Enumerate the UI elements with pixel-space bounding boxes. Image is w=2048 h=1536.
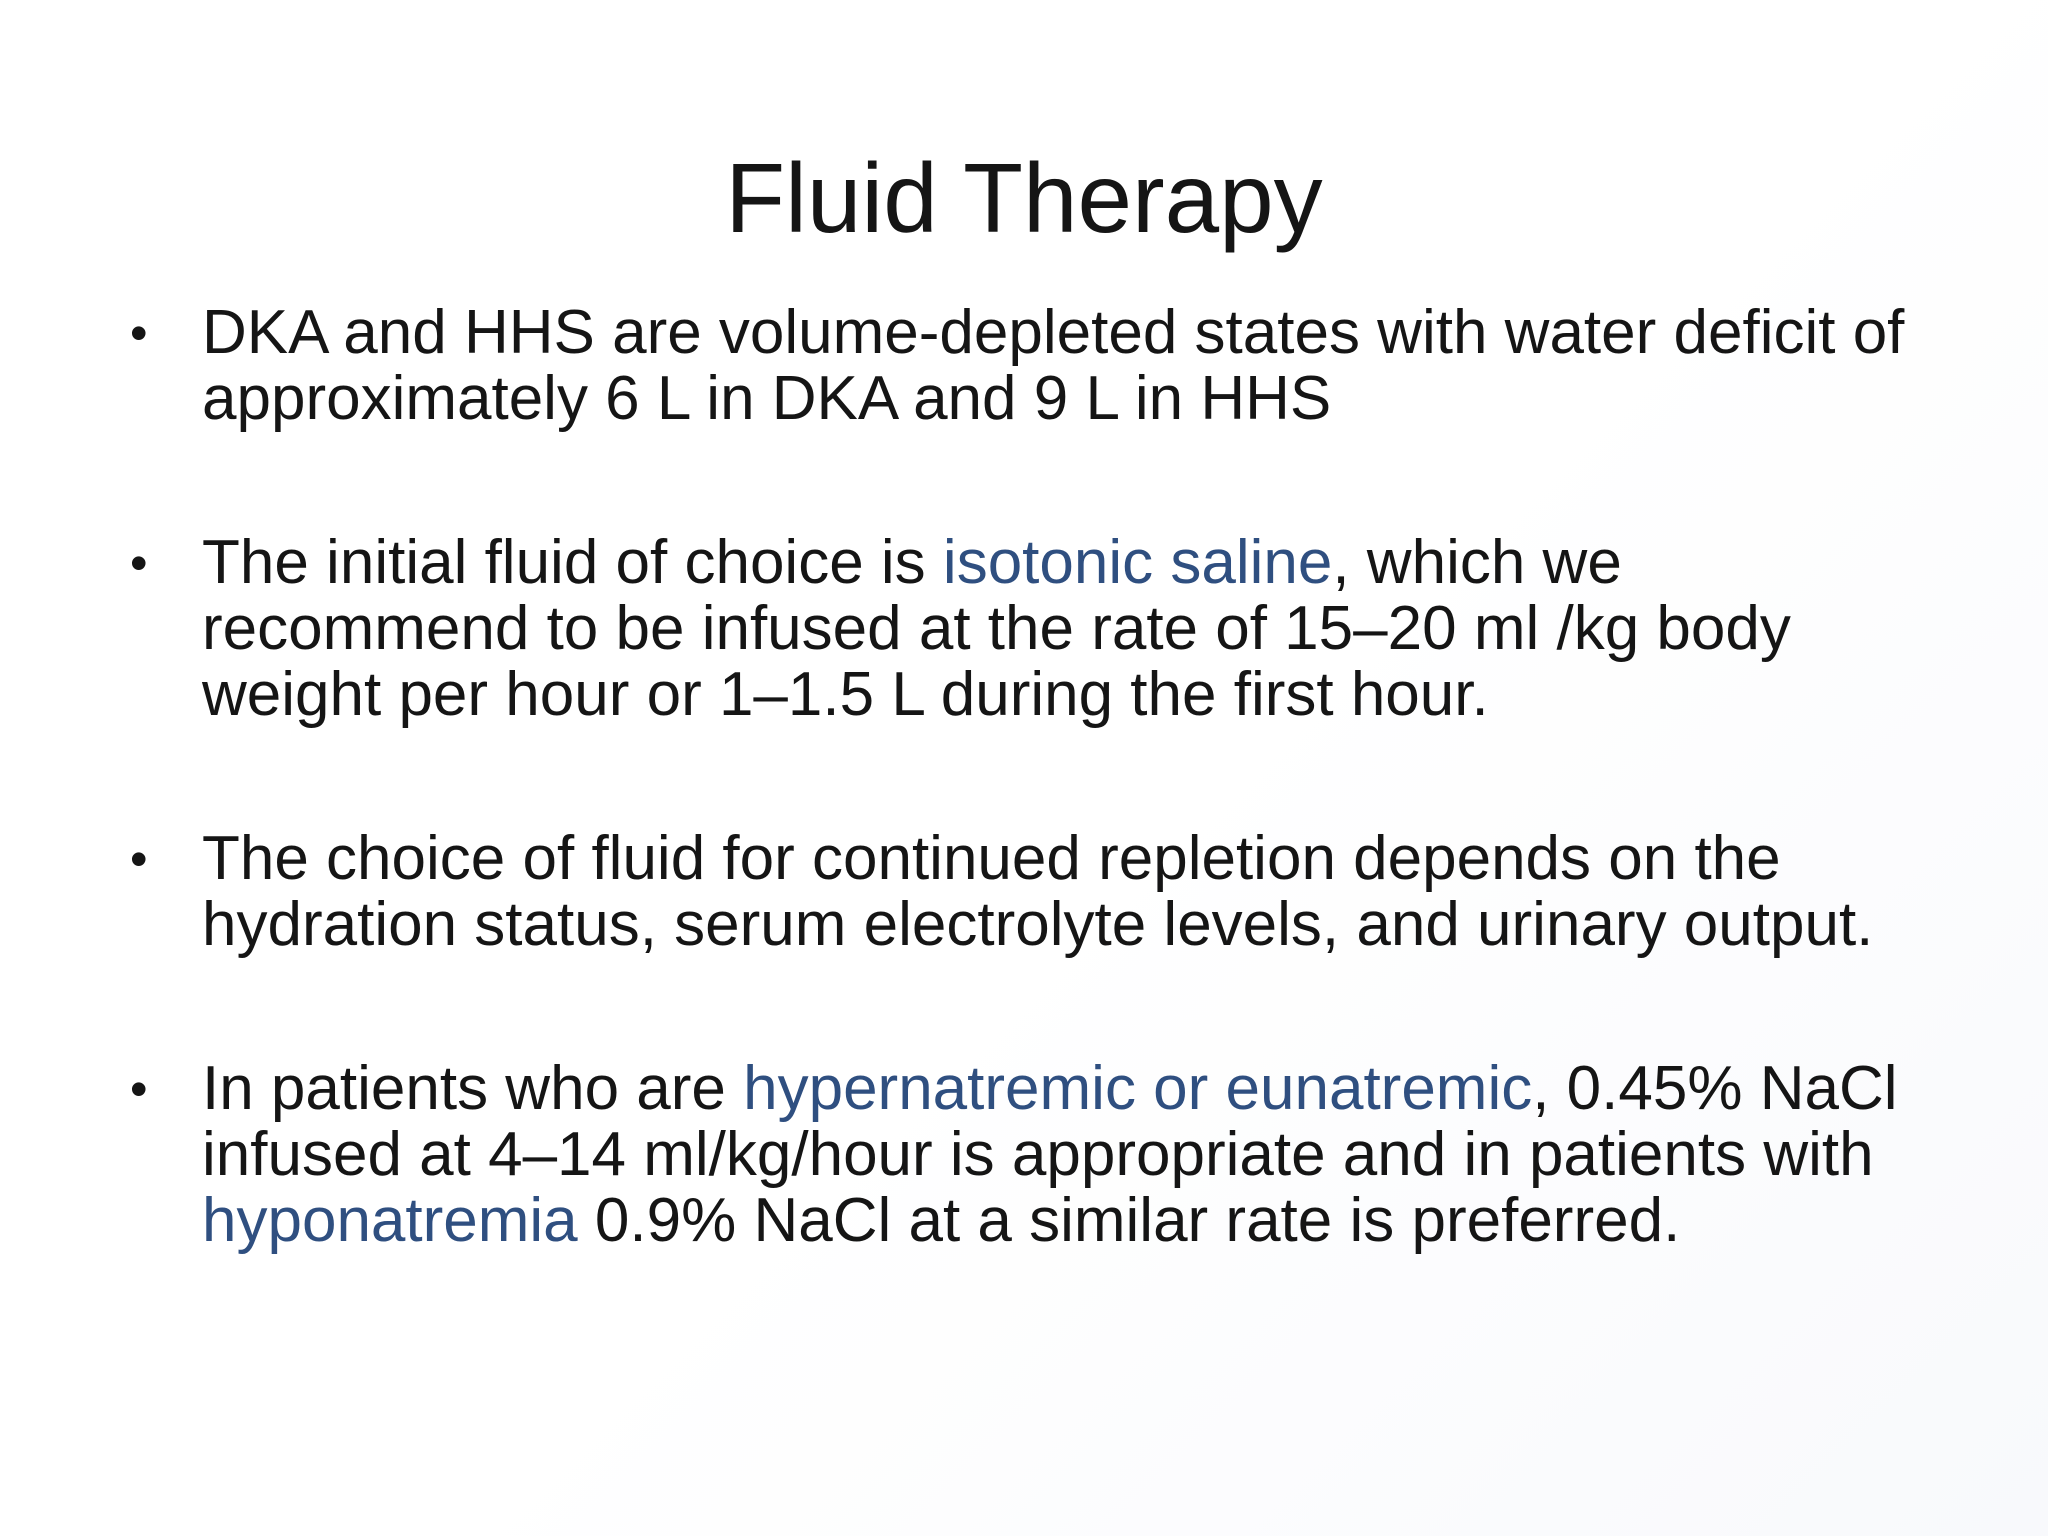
bullet-marker: •: [130, 831, 148, 887]
bullet-text-segment: The initial fluid of choice is: [202, 528, 943, 597]
highlighted-term: hyponatremia: [202, 1186, 578, 1255]
highlighted-term: isotonic saline: [942, 528, 1333, 597]
bullet-marker: •: [130, 1061, 148, 1117]
bullet-item: [130, 530, 1950, 728]
bullet-text: [202, 298, 1904, 433]
bullet-text: [202, 824, 1873, 959]
bullet-text-segment: , which we recommend to be infused at the rate of 15–20 ml /kg body weight per hour or 1–1.5 L during the first hour.: [202, 528, 1791, 729]
bullet-item: [130, 300, 1950, 432]
slide-title: Fluid Therapy: [725, 143, 1323, 253]
bullet-item: [130, 826, 1950, 958]
bullet-text: [202, 528, 1791, 729]
bullet-text: [202, 1054, 1898, 1255]
bullet-text-segment: , 0.45% NaCl infused at 4–14 ml/kg/hour is appropriate and in patients with: [202, 1054, 1898, 1189]
highlighted-term: hypernatremic or eunatremic: [743, 1054, 1533, 1123]
bullet-list: [130, 300, 1950, 1254]
bullet-text-segment: 0.9% NaCl at a similar rate is preferred.: [577, 1186, 1681, 1255]
bullet-text-segment: DKA and HHS are volume-depleted states with water deficit of approximately 6 L in DKA and 9 L in HHS: [202, 298, 1905, 433]
bullet-marker: •: [130, 305, 148, 361]
bullet-item: [130, 1056, 1950, 1254]
bullet-marker: •: [130, 535, 148, 591]
bullet-text-segment: The choice of fluid for continued repletion depends on the hydration status, serum electrolyte levels, and urinary output.: [202, 824, 1874, 959]
bullet-text-segment: In patients who are: [202, 1054, 744, 1123]
